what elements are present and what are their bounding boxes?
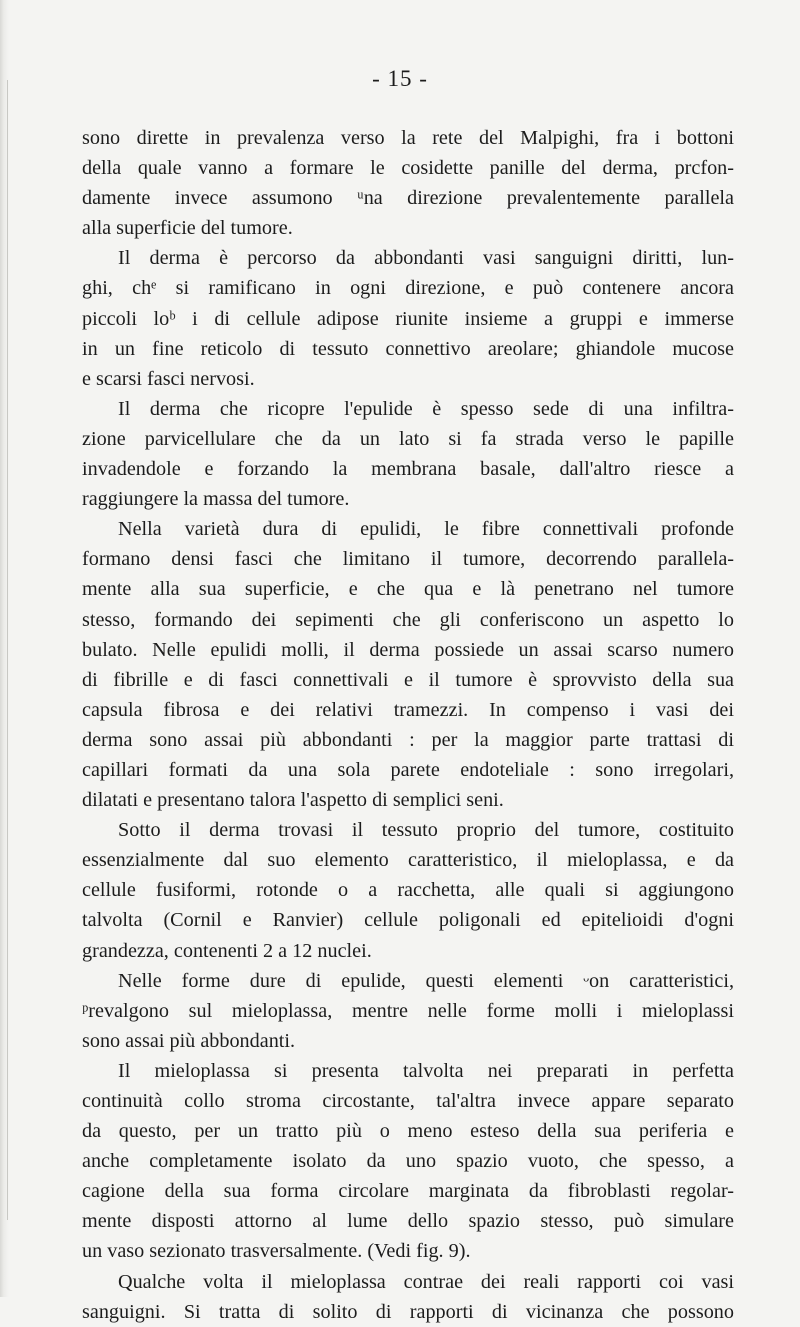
text-line: Nelle forme dure di epulide, questi elementi ᵕon caratteristici, [118, 969, 734, 992]
text-line: anche completamente isolato da uno spazio vuoto, che spesso, a [82, 1150, 734, 1173]
text-line: della quale vanno a formare le cosidette panille del derma, prcfon- [82, 157, 734, 180]
text-line: sono assai più abbondanti. [82, 1029, 296, 1052]
text-line: dilatati e presentano talora l'aspetto di semplici seni. [82, 789, 504, 812]
text-line: continuità collo stroma circostante, tal'altra invece appare separato [82, 1090, 734, 1112]
text-line: mente alla sua superficie, e che qua e là penetrano nel tumore [82, 578, 734, 601]
text-line: capsula fibrosa e dei relativi tramezzi. In compenso i vasi dei [82, 698, 734, 721]
text-line: invadendole e forzando la membrana basale, dall'altro riesce a [82, 458, 734, 481]
text-line: formano densi fasci che limitano il tumore, decorrendo parallela- [82, 548, 734, 571]
text-line: da questo, per un tratto più o meno esteso della sua periferia e [82, 1120, 734, 1143]
text-line: cellule fusiformi, rotonde o a racchetta, alle quali si aggiungono [82, 879, 734, 902]
text-line: sanguigni. Si tratta di solito di rapporti di vicinanza che possono [82, 1300, 734, 1323]
text-line: piccoli loᵇ i di cellule adipose riunite insieme a gruppi e immerse [82, 307, 734, 330]
document-body [82, 123, 734, 1327]
text-line: Il derma che ricopre l'epulide è spesso sede di una infiltra- [118, 397, 734, 420]
page-binding-rule [7, 80, 8, 1220]
text-line: Il mieloplassa si presenta talvolta nei preparati in perfetta [118, 1059, 734, 1082]
text-line: e scarsi fasci nervosi. [82, 367, 255, 390]
page-number: - 15 - [372, 66, 428, 91]
paragraph [82, 815, 734, 965]
text-line: grandezza, contenenti 2 a 12 nuclei. [82, 939, 372, 962]
text-line: cagione della sua forma circolare marginata da fibroblasti regolar- [82, 1180, 734, 1203]
text-line: un vaso sezionato trasversalmente. (Vedi fig. 9). [82, 1240, 471, 1263]
text-line: derma sono assai più abbondanti : per la maggior parte trattasi di [82, 728, 734, 751]
paragraph [82, 1056, 734, 1267]
text-line: talvolta (Cornil e Ranvier) cellule poligonali ed epitelioidi d'ogni [82, 909, 734, 932]
paragraph [82, 514, 734, 815]
text-line: in un fine reticolo di tessuto connettivo areolare; ghiandole mucose [82, 337, 734, 360]
text-line: Nella varietà dura di epulidi, le fibre connettivali profonde [118, 518, 734, 541]
text-line: alla superficie del tumore. [82, 217, 293, 240]
text-line: essenzialmente dal suo elemento caratteristico, il mieloplassa, e da [82, 849, 734, 872]
text-line: Sotto il derma trovasi il tessuto proprio del tumore, costituito [118, 819, 734, 842]
paragraph [82, 394, 734, 514]
text-line: di fibrille e di fasci connettivali e il tumore è sprovvisto della sua [82, 668, 734, 691]
paragraph [82, 966, 734, 1056]
text-line: raggiungere la massa del tumore. [82, 488, 350, 511]
paragraph [82, 123, 734, 243]
text-line: bulato. Nelle epulidi molli, il derma possiede un assai scarso numero [82, 638, 734, 661]
text-line: stesso, formando dei sepimenti che gli conferiscono un aspetto lo [82, 608, 734, 631]
text-line: sono dirette in prevalenza verso la rete del Malpighi, fra i bottoni [82, 127, 734, 149]
text-line: zione parvicellulare che da un lato si fa strada verso le papille [82, 427, 734, 450]
text-line: Qualche volta il mieloplassa contrae dei reali rapporti coi vasi [118, 1270, 734, 1293]
paragraph [82, 243, 734, 393]
text-line: ᵖrevalgono sul mieloplassa, mentre nelle forme molli i mieloplassi [82, 999, 734, 1022]
text-line: ghi, chᵉ si ramificano in ogni direzione, e può contenere ancora [82, 277, 734, 300]
text-line: mente disposti attorno al lume dello spazio stesso, può simulare [82, 1210, 734, 1233]
text-line: damente invece assumono ᵘna direzione prevalentemente parallela [82, 187, 734, 210]
text-line: capillari formati da una sola parete endoteliale : sono irregolari, [82, 758, 734, 781]
text-line: Il derma è percorso da abbondanti vasi sanguigni diritti, lun- [118, 247, 734, 270]
